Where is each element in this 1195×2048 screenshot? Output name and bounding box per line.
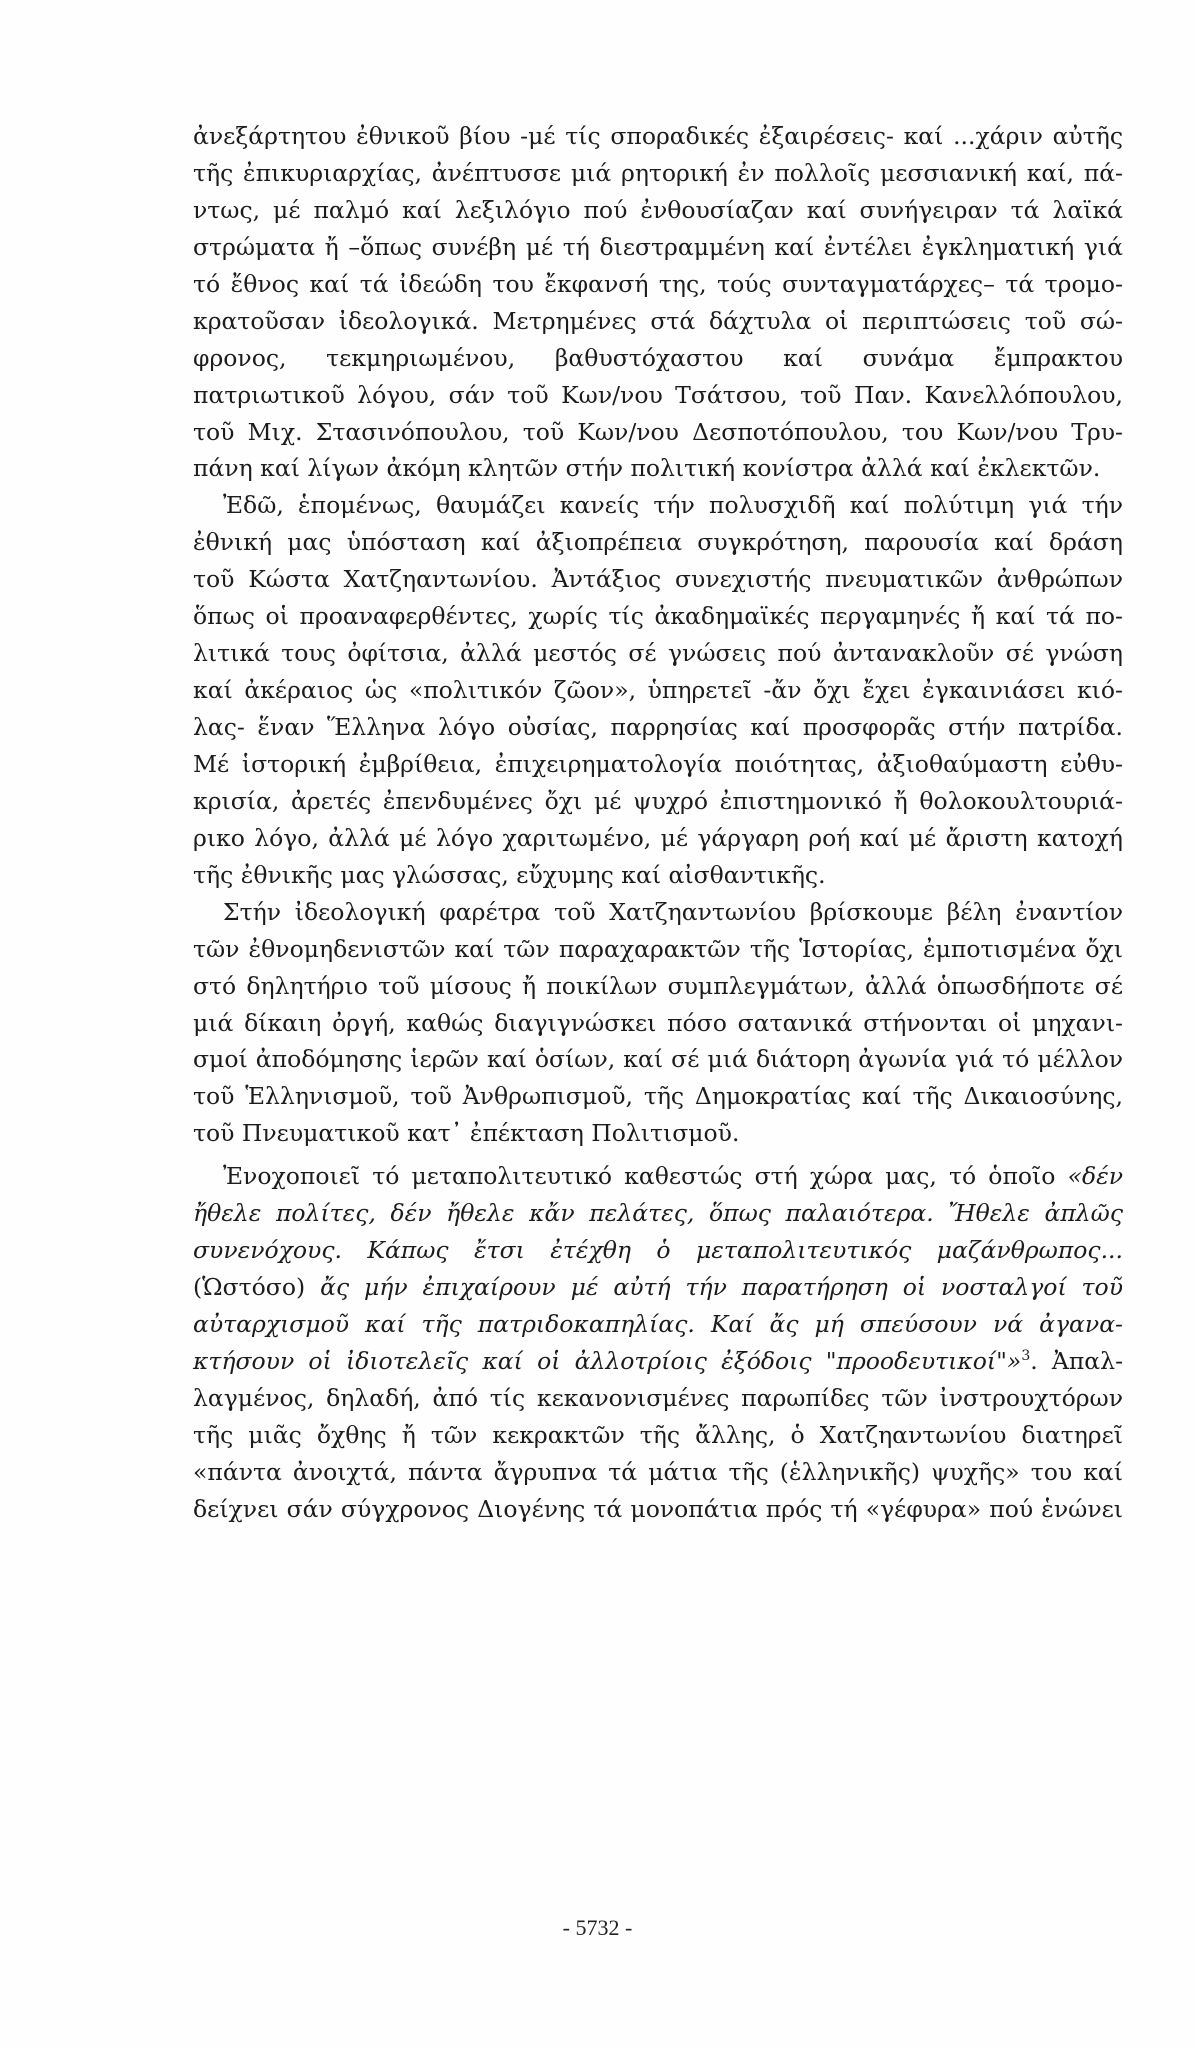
text-line: Μέ ἱστορική ἐμβρίθεια, ἐπιχειρηματολογία ποιότητας, ἀξιοθαύμαστη εὐθυ- — [193, 749, 1123, 778]
text-line — [193, 1158, 1123, 1195]
text-line: ρικο λόγο, ἀλλά μέ λόγο χαριτωμένο, μέ γάργαρη ροή καί μέ ἄριστη κατοχή — [193, 823, 1123, 852]
text-line: Στήν ἰδεολογική φαρέτρα τοῦ Χατζηαντωνίου βρίσκουμε βέλη ἐναντίον — [223, 897, 1123, 926]
text-line: πατριωτικοῦ λόγου, σάν τοῦ Κων/νου Τσάτσου, τοῦ Παν. Κανελλόπουλου, — [193, 380, 1123, 409]
quote-text: ἄς μήν ἐπιχαίρουν μέ αὐτή τήν παρατήρηση οἱ νοσταλγοί τοῦ — [320, 1273, 1123, 1302]
text-line: ἀνεξάρτητου ἐθνικοῦ βίου -μέ τίς σποραδικές ἐξαιρέσεις- καί ...χάριν αὐτῆς — [193, 122, 1123, 150]
text-line: φρονος, τεκμηριωμένου, βαθυστόχαστου καί συνάμα ἔμπρακτου — [193, 343, 1123, 372]
quote-line — [193, 1195, 1123, 1232]
quote-line — [193, 1232, 1123, 1269]
text-line: ντως, μέ παλμό καί λεξιλόγιο πού ἐνθουσίαζαν καί συνήγειραν τά λαϊκά — [193, 195, 1123, 224]
text-line: τῆς ἐθνικῆς μας γλώσσας, εὔχυμης καί αἰσθαντικῆς. — [193, 860, 826, 889]
text-line: δείχνει σάν σύγχρονος Διογένης τά μονοπάτια πρός τή «γέφυρα» πού ἑνώνει — [193, 1494, 1123, 1523]
footnote-marker: 3 — [1021, 1348, 1031, 1365]
text-line: τοῦ Ἑλληνισμοῦ, τοῦ Ἀνθρωπισμοῦ, τῆς Δημοκρατίας καί τῆς Δικαιοσύνης, — [193, 1082, 1123, 1111]
text-line — [193, 1343, 1123, 1380]
quote-text: συνενόχους. Κάπως ἔτσι ἐτέχθη ὁ μεταπολιτευτικός μαζάνθρωπος... — [193, 1236, 1123, 1265]
text-line: στό δηλητήριο τοῦ μίσους ἤ ποικίλων συμπλεγμάτων, ἀλλά ὁπωσδήποτε σέ — [193, 971, 1123, 1000]
quote-text: αὐταρχισμοῦ καί τῆς πατριδοκαπηλίας. Καί ἄς μή σπεύσουν νά ἀγανα- — [193, 1310, 1123, 1338]
body-text — [193, 118, 1123, 1528]
text-line: τοῦ Κώστα Χατζηαντωνίου. Ἀντάξιος συνεχιστής πνευματικῶν ἀνθρώπων — [193, 565, 1123, 594]
text-line: τοῦ Μιχ. Στασινόπουλου, τοῦ Κων/νου Δεσποτόπουλου, του Κων/νου Τρυ- — [193, 417, 1123, 446]
text-line: κρισία, ἀρετές ἐπενδυμένες ὄχι μέ ψυχρό ἐπιστημονικό ἤ θολοκουλτουριά- — [193, 786, 1123, 815]
text-line: λιτικά τους ὀφίτσια, ἀλλά μεστός σέ γνώσεις πού ἀντανακλοῦν σέ γνώση — [193, 639, 1123, 668]
text-line: τῶν ἐθνομηδενιστῶν καί τῶν παραχαρακτῶν τῆς Ἱστορίας, ἐμποτισμένα ὄχι — [193, 934, 1123, 963]
text-line: ἐθνική μας ὑπόσταση καί ἀξιοπρέπεια συγκρότηση, παρουσία καί δράση — [193, 528, 1123, 557]
text-line: ὅπως οἱ προαναφερθέντες, χωρίς τίς ἀκαδημαϊκές περγαμηνές ἤ καί τά πο- — [193, 602, 1123, 631]
quote-text: κτήσουν οἱ ἰδιοτελεῖς καί οἱ ἀλλοτρίοις ἐξόδοις "προοδευτικοί"» — [193, 1346, 1022, 1375]
plain-text: Ἐνοχοποιεῖ τό μεταπολιτευτικό καθεστώς στή χώρα μας, τό ὁποῖο — [223, 1162, 1068, 1191]
quote-line — [193, 1306, 1123, 1343]
plain-text: . Ἀπαλ- — [1030, 1346, 1124, 1375]
text-line — [193, 1269, 1123, 1306]
plain-text: (Ὡστόσο) — [193, 1273, 321, 1302]
text-line: κρατοῦσαν ἰδεολογικά. Μετρημένες στά δάχτυλα οἱ περιπτώσεις τοῦ σώ- — [193, 306, 1123, 335]
text-line: στρώματα ἤ –ὅπως συνέβη μέ τή διεστραμμένη καί ἐντέλει ἐγκληματική γιά — [193, 232, 1123, 261]
text-line: λας- ἕναν Ἕλληνα λόγο οὐσίας, παρρησίας καί προσφορᾶς στήν πατρίδα. — [193, 713, 1123, 741]
text-line: πάνη καί λίγων ἀκόμη κλητῶν στήν πολιτική κονίστρα ἀλλά καί ἐκλεκτῶν. — [193, 454, 1101, 483]
text-line: καί ἀκέραιος ὡς «πολιτικόν ζῶον», ὑπηρετεῖ -ἄν ὄχι ἔχει ἐγκαινιάσει κιό- — [193, 676, 1123, 705]
text-line: μιά δίκαιη ὀργή, καθώς διαγιγνώσκει πόσο σατανικά στήνονται οἱ μηχανι- — [193, 1008, 1123, 1037]
quote-text: «δέν — [1067, 1162, 1123, 1191]
text-line: τοῦ Πνευματικοῦ κατ᾽ ἐπέκταση Πολιτισμοῦ. — [193, 1119, 740, 1148]
text-line: σμοί ἀποδόμησης ἱερῶν καί ὁσίων, καί σέ μιά διάτορη ἀγωνία γιά τό μέλλον — [193, 1045, 1123, 1074]
page-number: - 5732 - — [562, 1915, 633, 1940]
text-line: τό ἔθνος καί τά ἰδεώδη του ἔκφανσή της, τούς συνταγματάρχες– τά τρομο- — [193, 269, 1123, 298]
text-line: λαγμένος, δηλαδή, ἀπό τίς κεκανονισμένες παρωπίδες τῶν ἰνστρουχτόρων — [193, 1383, 1123, 1412]
text-line: τῆς ἐπικυριαρχίας, ἀνέπτυσσε μιά ρητορική ἐν πολλοῖς μεσσιανική καί, πά- — [193, 158, 1123, 187]
text-line: Ἐδῶ, ἑπομένως, θαυμάζει κανείς τήν πολυσχιδῆ καί πολύτιμη γιά τήν — [223, 491, 1123, 520]
quote-text: ἤθελε πολίτες, δέν ἤθελε κἄν πελάτες, ὅπως παλαιότερα. Ἤθελε ἀπλῶς — [193, 1199, 1123, 1228]
text-line: «πάντα ἀνοιχτά, πάντα ἄγρυπνα τά μάτια τῆς (ἑλληνικῆς) ψυχῆς» του καί — [193, 1457, 1123, 1486]
text-line: τῆς μιᾶς ὄχθης ἤ τῶν κεκρακτῶν τῆς ἄλλης, ὁ Χατζηαντωνίου διατηρεῖ — [193, 1420, 1123, 1449]
